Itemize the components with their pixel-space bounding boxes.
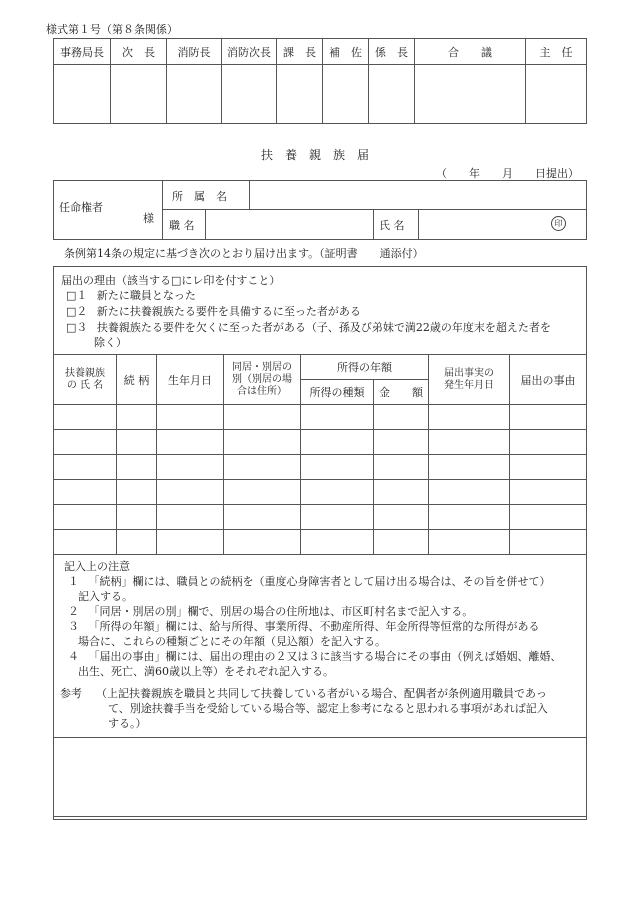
table-cell[interactable] <box>301 530 374 555</box>
checkbox[interactable]: □１ <box>66 289 88 302</box>
table-cell[interactable] <box>429 530 510 555</box>
position-label: 職 名 <box>169 219 195 232</box>
table-cell[interactable] <box>117 505 157 530</box>
reason-text: 扶養親族たる要件を欠くに至った者がある（子、孫及び弟妹で満22歳の年度末を超えた者を <box>96 321 551 334</box>
table-cell[interactable] <box>157 455 224 480</box>
table-cell[interactable] <box>117 455 157 480</box>
reference-input-box[interactable] <box>53 737 587 817</box>
approval-header: 補 佐 <box>323 39 369 65</box>
approval-stamp-cell[interactable] <box>54 65 111 124</box>
approval-table <box>53 38 587 124</box>
table-cell[interactable] <box>374 505 429 530</box>
table-cell[interactable] <box>429 505 510 530</box>
header-line: 発生年月日 <box>444 379 494 391</box>
approval-stamp-cell[interactable] <box>167 65 222 124</box>
note-line: 場合に、これらの種類ごとにその年額（見込額）を記入する。 <box>78 635 386 648</box>
approval-stamp-cell[interactable] <box>222 65 277 124</box>
table-cell[interactable] <box>54 405 117 430</box>
table-cell[interactable] <box>117 405 157 430</box>
table-row <box>54 430 587 455</box>
table-cell[interactable] <box>224 405 301 430</box>
seal-icon: 印 <box>551 216 566 231</box>
table-cell[interactable] <box>374 480 429 505</box>
table-cell[interactable] <box>117 480 157 505</box>
approval-header: 消防長 <box>167 39 222 65</box>
table-row <box>54 405 587 430</box>
col-header-name <box>54 355 117 405</box>
table-cell[interactable] <box>54 530 117 555</box>
table-row <box>54 505 587 530</box>
approval-header: 事務局長 <box>54 39 111 65</box>
approval-header: 合 議 <box>415 39 526 65</box>
checkbox[interactable]: □２ <box>66 305 88 318</box>
note-line: 「同居・別居の別」欄で、別居の場合の住所地は、市区町村名まで記入する。 <box>88 605 474 618</box>
table-cell[interactable] <box>224 430 301 455</box>
reference-line: て、別途扶養手当を受給している場合等、認定上参考になると思われる事項があれば記入 <box>108 702 548 715</box>
col-header-relation: 続 柄 <box>117 355 157 405</box>
col-header-reason: 届出の事由 <box>510 355 587 405</box>
approval-stamp-cell[interactable] <box>526 65 587 124</box>
col-header-income-amount: 金 額 <box>374 380 429 405</box>
approval-stamp-cell[interactable] <box>111 65 167 124</box>
approval-header: 主 任 <box>526 39 587 65</box>
col-header-cohabit <box>224 355 301 405</box>
header-line: 同居・別居の <box>232 361 292 373</box>
table-cell[interactable] <box>157 480 224 505</box>
header-line: の 氏 名 <box>66 379 104 391</box>
header-line: 別（別居の場 <box>232 373 292 385</box>
reason-item-3-cont: 除く） <box>94 336 127 349</box>
table-cell[interactable] <box>117 530 157 555</box>
dept-label: 所 属 名 <box>172 190 227 203</box>
table-cell[interactable] <box>54 480 117 505</box>
note-number: ２ <box>68 605 79 618</box>
approval-stamp-cell[interactable] <box>323 65 369 124</box>
honorific: 様 <box>143 212 154 225</box>
table-cell[interactable] <box>301 455 374 480</box>
note-item-1 <box>68 574 551 589</box>
note-line: 記入する。 <box>78 590 133 603</box>
header-line: 届出事実の <box>444 367 494 379</box>
appointer-label: 任命権者 <box>59 201 103 214</box>
reasons-heading: 届出の理由（該当する□にレ印を付すこと） <box>61 274 281 287</box>
table-row <box>54 530 587 555</box>
dept-field[interactable] <box>250 182 585 208</box>
divider <box>162 181 163 239</box>
notes-heading: 記入上の注意 <box>64 560 130 573</box>
name-field[interactable] <box>419 211 559 238</box>
note-number: ３ <box>68 620 79 633</box>
reason-item-2[interactable] <box>66 304 361 319</box>
approval-header: 係 長 <box>369 39 415 65</box>
table-row <box>54 480 587 505</box>
applicant-box <box>53 180 587 240</box>
note-line: 「届出の事由」欄には、届出の理由の２又は３に該当する場合にその事由（例えば婚姻、離婚、 <box>88 650 562 663</box>
approval-header: 消防次長 <box>222 39 277 65</box>
table-cell[interactable] <box>301 405 374 430</box>
table-cell[interactable] <box>224 480 301 505</box>
divider <box>162 209 586 210</box>
approval-stamp-cell[interactable] <box>415 65 526 124</box>
name-label: 氏 名 <box>379 219 405 232</box>
table-cell[interactable] <box>224 505 301 530</box>
approval-stamp-cell[interactable] <box>277 65 323 124</box>
table-cell[interactable] <box>54 505 117 530</box>
table-cell[interactable] <box>301 430 374 455</box>
intro-text: 条例第14条の規定に基づき次のとおり届け出ます。（証明書 通添付） <box>64 247 424 260</box>
table-cell[interactable] <box>374 430 429 455</box>
approval-header: 次 長 <box>111 39 167 65</box>
table-cell[interactable] <box>157 530 224 555</box>
table-cell[interactable] <box>429 405 510 430</box>
note-number: ４ <box>68 650 79 663</box>
reason-item-3[interactable] <box>66 320 551 335</box>
approval-stamp-cell[interactable] <box>369 65 415 124</box>
note-item-3 <box>68 619 540 634</box>
dependents-table <box>53 354 587 555</box>
table-cell[interactable] <box>301 480 374 505</box>
divider <box>373 210 374 239</box>
note-item-4 <box>68 649 562 664</box>
table-cell[interactable] <box>510 480 587 505</box>
reason-text: 新たに職員となった <box>96 289 196 302</box>
reference-line: （上記扶養親族を職員と共同して扶養している者がいる場合、配偶者が条例適用職員であっ <box>96 687 547 700</box>
note-line: 出生、死亡、満60歳以上等）をそれぞれ記入する。 <box>78 665 334 678</box>
form-number: 様式第１号（第８条関係） <box>46 23 178 36</box>
submission-date: （ 年 月 日提出） <box>436 167 579 180</box>
table-cell[interactable] <box>510 505 587 530</box>
table-cell[interactable] <box>117 430 157 455</box>
table-cell[interactable] <box>54 430 117 455</box>
col-header-income-type: 所得の種類 <box>301 380 374 405</box>
table-cell[interactable] <box>374 455 429 480</box>
table-cell[interactable] <box>510 405 587 430</box>
table-cell[interactable] <box>374 530 429 555</box>
table-cell[interactable] <box>224 455 301 480</box>
table-cell[interactable] <box>510 455 587 480</box>
note-number: １ <box>68 575 79 588</box>
table-cell[interactable] <box>157 405 224 430</box>
note-line: 「所得の年額」欄には、給与所得、事業所得、不動産所得、年金所得等恒常的な所得がある <box>88 620 540 633</box>
reason-item-1[interactable] <box>66 288 196 303</box>
page-title: 扶 養 親 族 届 <box>260 148 369 162</box>
table-row <box>54 455 587 480</box>
note-item-2 <box>68 604 473 619</box>
checkbox[interactable]: □３ <box>66 321 88 334</box>
approval-header: 課 長 <box>277 39 323 65</box>
table-cell[interactable] <box>429 430 510 455</box>
reason-text: 新たに扶養親族たる要件を具備するに至った者がある <box>96 305 361 318</box>
header-line: 合は住所） <box>237 385 287 397</box>
table-cell[interactable] <box>224 530 301 555</box>
table-cell[interactable] <box>510 530 587 555</box>
table-cell[interactable] <box>54 455 117 480</box>
col-header-date <box>429 355 510 405</box>
position-field[interactable] <box>206 211 372 238</box>
col-header-income: 所得の年額 <box>301 355 429 380</box>
table-cell[interactable] <box>510 430 587 455</box>
reference-line: する。） <box>108 717 147 730</box>
reference-label: 参考 <box>60 687 82 700</box>
col-header-birthdate: 生年月日 <box>157 355 224 405</box>
table-cell[interactable] <box>157 430 224 455</box>
table-cell[interactable] <box>301 505 374 530</box>
table-cell[interactable] <box>429 455 510 480</box>
note-line: 「続柄」欄には、職員との続柄を（重度心身障害者として届け出る場合は、その旨を併せて） <box>88 575 551 588</box>
table-cell[interactable] <box>157 505 224 530</box>
table-cell[interactable] <box>374 405 429 430</box>
header-line: 扶養親族 <box>65 367 105 379</box>
table-cell[interactable] <box>429 480 510 505</box>
